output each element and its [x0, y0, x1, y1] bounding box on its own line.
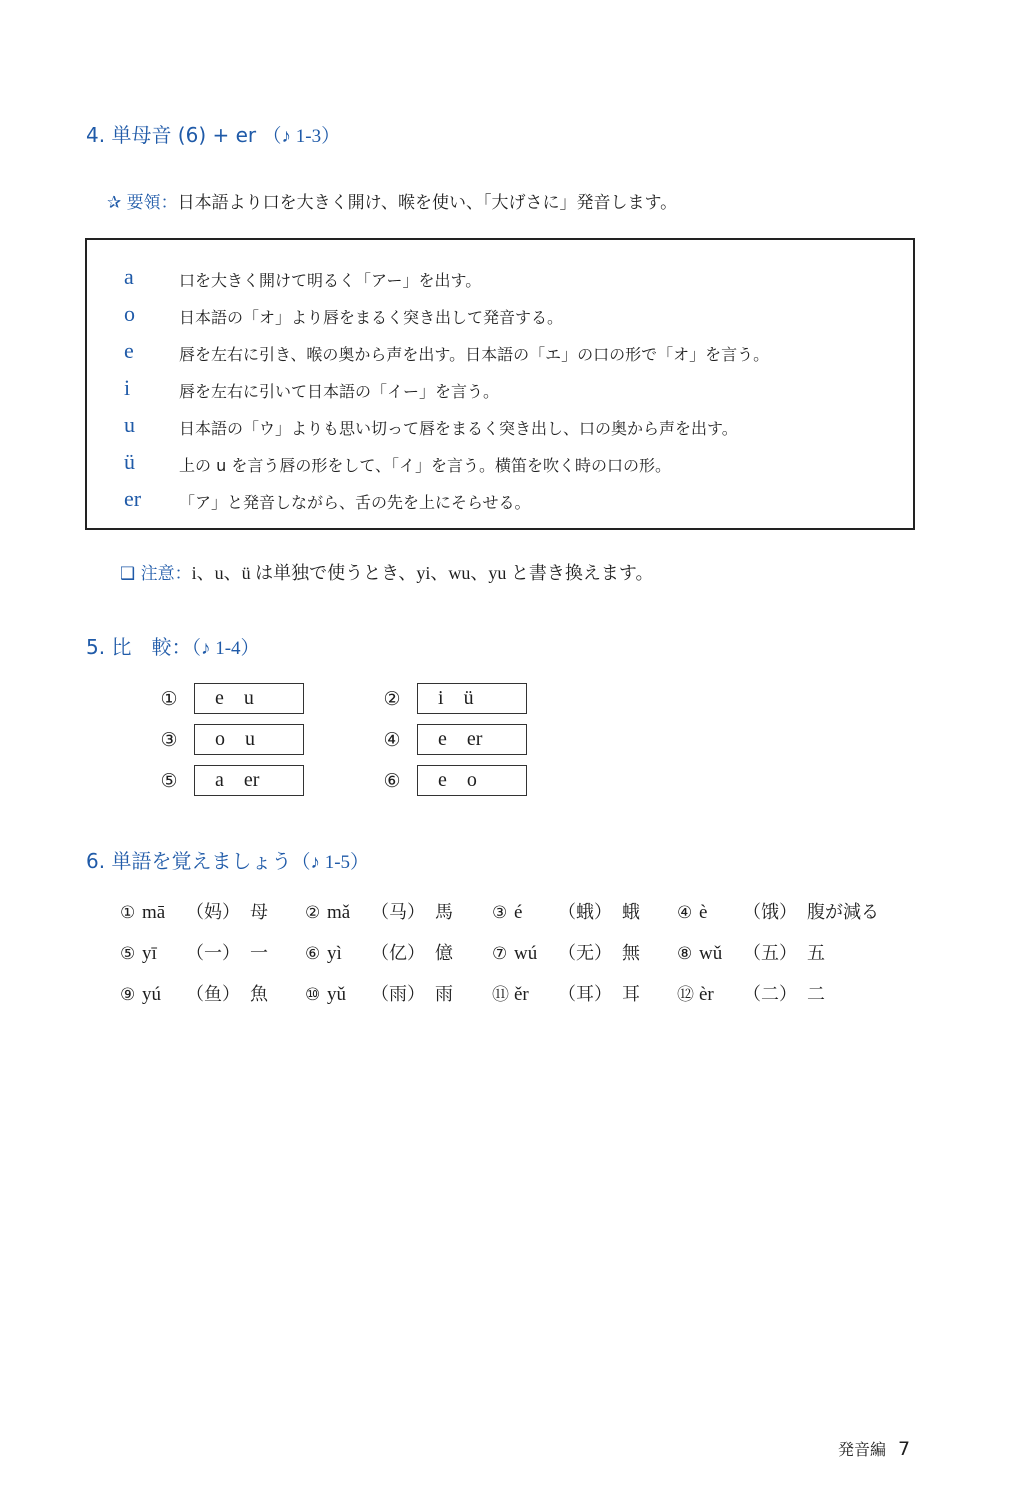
section4-heading [86, 119, 340, 148]
vocab-hanzi: （妈） [186, 902, 240, 923]
vowel-row [87, 449, 913, 486]
vowel-row [87, 486, 913, 523]
vowel-letter: o [124, 301, 135, 326]
compare-pair [379, 724, 527, 755]
pair-box [194, 724, 304, 755]
pair-sound-a: o [215, 728, 225, 750]
vowel-letter: ü [124, 449, 135, 474]
pair-box [194, 683, 304, 714]
vowel-letter: u [124, 412, 135, 437]
pair-sound-a: e [215, 687, 224, 709]
pair-number: ① [160, 687, 178, 710]
vocab-number: ⑥ [305, 944, 321, 964]
vocab-item [305, 980, 453, 1006]
pair-sound-a: i [438, 687, 444, 709]
pair-sound-a: e [438, 728, 447, 750]
vowel-description: 「ア」と発音しながら、舌の先を上にそらせる。 [179, 493, 531, 512]
pair-sound-a: e [438, 769, 447, 791]
vowel-letter: i [124, 375, 131, 400]
vocab-item [120, 980, 268, 1006]
note-text: i、u、ü は単独で使うとき、yi、wu、yu と書き換えます。 [191, 563, 654, 583]
vowel-row [87, 301, 913, 338]
vocab-hanzi: （无） [558, 943, 612, 964]
vocab-number: ⑤ [120, 944, 136, 964]
vocab-item [305, 898, 453, 924]
vocab-number: ⑨ [120, 985, 136, 1005]
vocab-hanzi: （二） [743, 984, 797, 1005]
pair-number: ② [383, 687, 401, 710]
vocab-meaning: 馬 [435, 902, 453, 923]
vowel-description: 上の u を言う唇の形をして、「イ」を言う。横笛を吹く時の口の形。 [179, 456, 671, 475]
vocab-meaning: 耳 [622, 984, 640, 1005]
vowel-row [87, 375, 913, 412]
vocab-hanzi: （亿） [371, 943, 425, 964]
vocab-number: ③ [492, 903, 508, 923]
section6-heading [86, 845, 369, 874]
vowel-letter: a [124, 264, 134, 289]
vowel-description: 唇を左右に引いて日本語の「イー」を言う。 [179, 382, 500, 401]
compare-pair [156, 683, 304, 714]
note-label: ❑ 注意： [120, 564, 192, 584]
compare-pair [156, 724, 304, 755]
section4-title: 4. 単母音 (6) + er [86, 123, 257, 147]
pair-box [417, 724, 527, 755]
page-number: 7 [898, 1438, 911, 1460]
vocab-meaning: 億 [435, 943, 453, 964]
vocab-meaning: 魚 [250, 984, 268, 1005]
vocab-number: ② [305, 903, 321, 923]
vocab-pinyin: wú [514, 943, 538, 964]
vocab-hanzi: （鱼） [186, 984, 240, 1005]
vocab-meaning: 二 [807, 984, 825, 1005]
vocab-pinyin: é [514, 902, 523, 923]
vocab-hanzi: （马） [371, 902, 425, 923]
vowel-letter: e [124, 338, 134, 363]
vocab-number: ④ [677, 903, 693, 923]
vocab-hanzi: （饿） [743, 902, 797, 923]
vocab-hanzi: （一） [186, 943, 240, 964]
vocab-item [120, 898, 268, 924]
vocab-pinyin: yú [142, 984, 161, 1005]
vocab-hanzi: （雨） [371, 984, 425, 1005]
pair-number: ⑥ [383, 769, 401, 792]
section6-audio-ref: （♪ 1-5） [291, 852, 370, 873]
vocab-pinyin: yì [327, 943, 342, 964]
note-line [120, 559, 654, 585]
vocab-item [305, 939, 453, 965]
tip-line [107, 188, 677, 213]
pair-box [417, 765, 527, 796]
compare-pair [379, 683, 527, 714]
vocab-pinyin: yǔ [327, 984, 346, 1005]
vowel-table [85, 238, 915, 530]
vocab-meaning: 腹が減る [807, 902, 879, 923]
vocab-meaning: 蛾 [622, 902, 640, 923]
vocab-number: ⑪ [492, 985, 509, 1005]
vocab-pinyin: mǎ [327, 902, 351, 923]
compare-pair [379, 765, 527, 796]
vocab-meaning: 一 [250, 943, 268, 964]
pair-sound-b: ü [463, 687, 474, 709]
pair-sound-b: er [243, 769, 260, 791]
vocab-item [492, 939, 640, 965]
section5-heading [86, 631, 260, 660]
vocab-pinyin: ěr [514, 984, 529, 1005]
pair-box [417, 683, 527, 714]
pair-sound-b: u [245, 728, 255, 750]
footer-label: 発音編 [838, 1440, 887, 1459]
pair-sound-b: er [466, 728, 483, 750]
vocab-pinyin: yī [142, 943, 157, 964]
vocab-item [677, 939, 825, 965]
vocab-item [492, 898, 640, 924]
section5-title: 5. 比 較： [86, 635, 192, 659]
vocab-meaning: 雨 [435, 984, 453, 1005]
vocab-meaning: 母 [250, 902, 268, 923]
pair-sound-b: o [466, 769, 477, 791]
vocab-number: ⑦ [492, 944, 508, 964]
vowel-description: 口を大きく開けて明るく「アー」を出す。 [179, 271, 482, 290]
section5-audio-ref: （♪ 1-4） [191, 638, 260, 659]
vocab-pinyin: mā [142, 902, 166, 923]
vowel-row [87, 412, 913, 449]
vocab-hanzi: （五） [743, 943, 797, 964]
vocab-pinyin: èr [699, 984, 714, 1005]
vocab-number: ⑫ [677, 985, 694, 1005]
pair-number: ④ [383, 728, 401, 751]
vowel-description: 日本語の「オ」より唇をまるく突き出して発音する。 [179, 308, 564, 327]
pair-number: ⑤ [160, 769, 178, 792]
compare-pair [156, 765, 304, 796]
tip-label: ✰ 要領： [107, 193, 178, 213]
page-footer [838, 1437, 910, 1460]
vowel-description: 日本語の「ウ」よりも思い切って唇をまるく突き出し、口の奥から声を出す。 [179, 419, 738, 438]
vocab-pinyin: è [699, 902, 708, 923]
vocab-hanzi: （耳） [558, 984, 612, 1005]
pair-number: ③ [160, 728, 178, 751]
vowel-row [87, 264, 913, 301]
vowel-letter: er [124, 486, 142, 511]
tip-text: 日本語より口を大きく開け、喉を使い、「大げさに」発音します。 [177, 193, 678, 213]
vocab-number: ⑩ [305, 985, 321, 1005]
pair-box [194, 765, 304, 796]
vocab-pinyin: wǔ [699, 943, 723, 964]
vocab-item [677, 980, 825, 1006]
section4-audio-ref: （♪ 1-3） [262, 126, 341, 147]
pair-sound-b: u [243, 687, 254, 709]
vocab-number: ① [120, 903, 136, 923]
vocab-hanzi: （蛾） [558, 902, 612, 923]
vowel-description: 唇を左右に引き、喉の奥から声を出す。日本語の「エ」の口の形で「オ」を言う。 [179, 345, 770, 364]
vocab-item [120, 939, 268, 965]
vocab-meaning: 五 [807, 943, 825, 964]
pair-sound-a: a [215, 769, 224, 791]
vocab-item [677, 898, 879, 924]
vowel-row [87, 338, 913, 375]
section6-title: 6. 単語を覚えましょう [86, 849, 292, 873]
vocab-number: ⑧ [677, 944, 693, 964]
vocab-meaning: 無 [622, 943, 640, 964]
vocab-item [492, 980, 640, 1006]
